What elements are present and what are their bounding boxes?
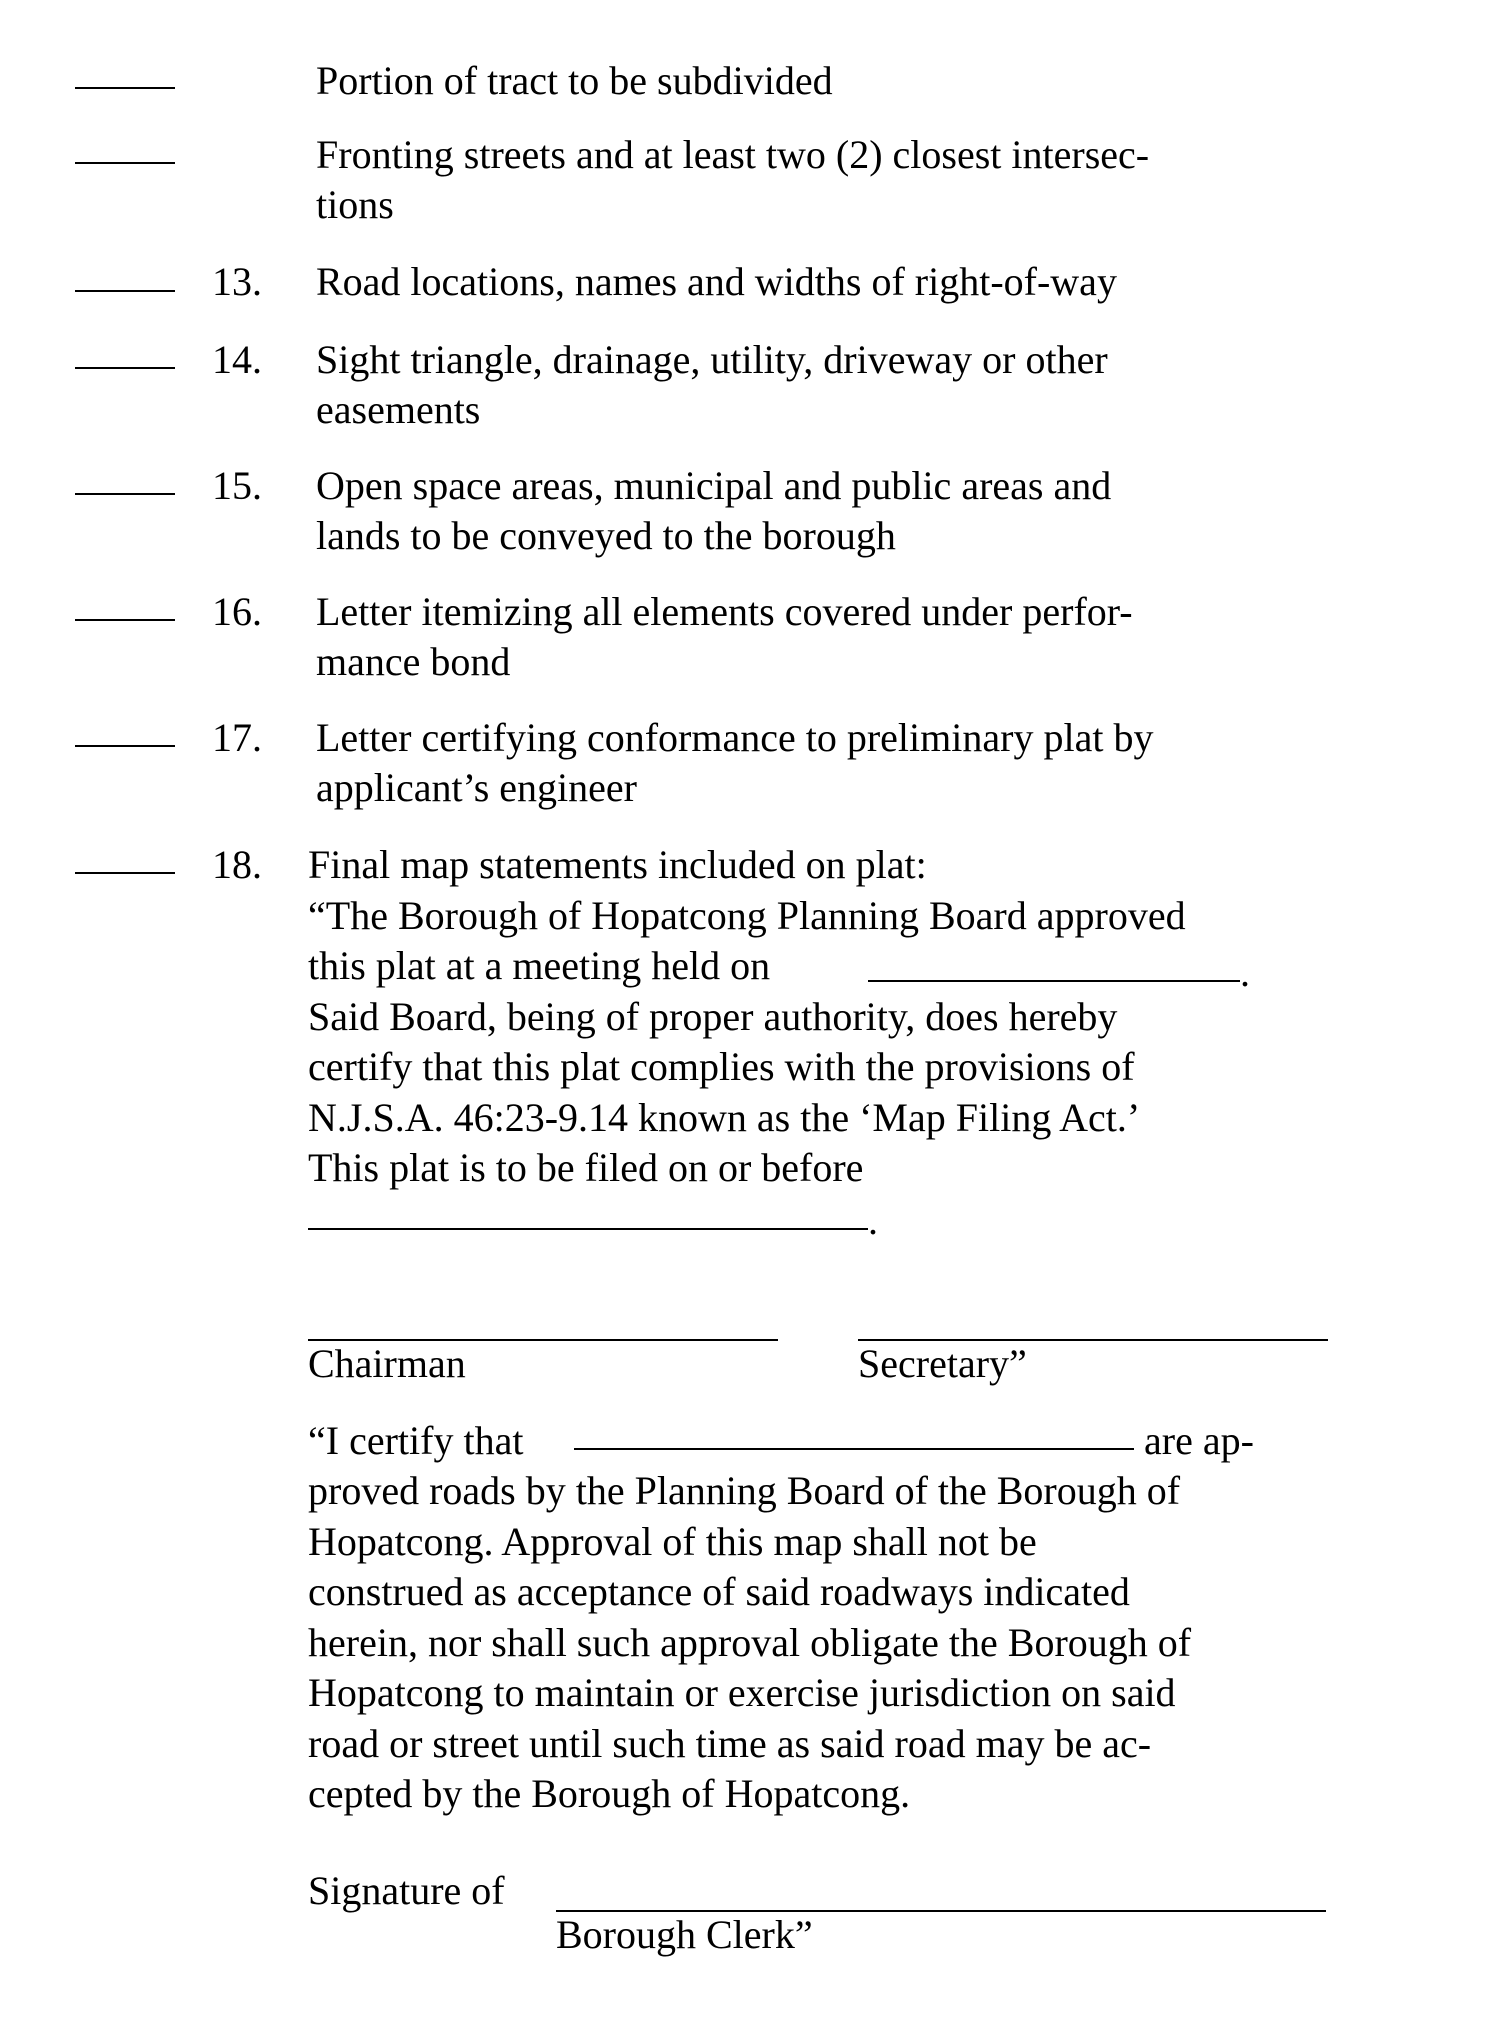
certify-suffix: are ap- bbox=[1144, 1418, 1254, 1463]
meeting-date-period: . bbox=[1240, 950, 1250, 995]
item-number: 18. bbox=[212, 842, 262, 887]
check-blank[interactable] bbox=[75, 872, 175, 874]
item-text: Sight triangle, drainage, utility, driveway or other easements bbox=[316, 337, 1108, 432]
item-text: Open space areas, municipal and public areas and lands to be conveyed to the borough bbox=[316, 463, 1112, 558]
borough-clerk-label: Borough Clerk” bbox=[556, 1912, 813, 1957]
check-blank[interactable] bbox=[75, 367, 175, 369]
meeting-date-field[interactable] bbox=[868, 980, 1240, 982]
item-number: 13. bbox=[212, 259, 262, 304]
chairman-label: Chairman bbox=[308, 1341, 466, 1386]
certify-prefix: “I certify that bbox=[308, 1418, 524, 1463]
filing-date-field[interactable] bbox=[308, 1228, 868, 1230]
item-text: Letter itemizing all elements covered under perfor- mance bond bbox=[316, 589, 1133, 684]
item-number: 14. bbox=[212, 337, 262, 382]
certification-text: proved roads by the Planning Board of the Borough of Hopatcong. Approval of this map shall not be construed as acceptance of said roadways indicated herein, nor shall such approval obligate the Borough of Hopatcong to maintain or exercise jurisdiction on said road or street until such time as said road may be ac- cepted by the Borough of Hopatcong. bbox=[308, 1468, 1192, 1816]
signature-of-label: Signature of bbox=[308, 1868, 505, 1913]
item-text: Letter certifying conformance to preliminary plat by applicant’s engineer bbox=[316, 715, 1154, 810]
approved-roads-field[interactable] bbox=[574, 1448, 1134, 1450]
check-blank[interactable] bbox=[75, 493, 175, 495]
check-blank[interactable] bbox=[75, 619, 175, 621]
item-text: Road locations, names and widths of right-of-way bbox=[316, 259, 1117, 304]
check-blank[interactable] bbox=[75, 87, 175, 89]
item-number: 16. bbox=[212, 589, 262, 634]
item-text: Fronting streets and at least two (2) closest intersec- tions bbox=[316, 132, 1150, 227]
secretary-label: Secretary” bbox=[858, 1341, 1027, 1386]
item-text: Portion of tract to be subdivided bbox=[316, 58, 833, 103]
final-map-statement: Final map statements included on plat: “The Borough of Hopatcong Planning Board approved this plat at a meeting held on Said Board, being of proper authority, does hereby certify that this plat complies with the provisions of N.J.S.A. 46:23-9.14 known as the ‘Map Filing Act.’ This plat is to be filed on or before bbox=[308, 840, 1358, 1194]
item-number: 17. bbox=[212, 715, 262, 760]
check-blank[interactable] bbox=[75, 745, 175, 747]
filing-date-period: . bbox=[868, 1198, 878, 1243]
statement-heading: Final map statements included on plat: bbox=[308, 842, 927, 887]
check-blank[interactable] bbox=[75, 290, 175, 292]
check-blank[interactable] bbox=[75, 162, 175, 164]
item-number: 15. bbox=[212, 463, 262, 508]
